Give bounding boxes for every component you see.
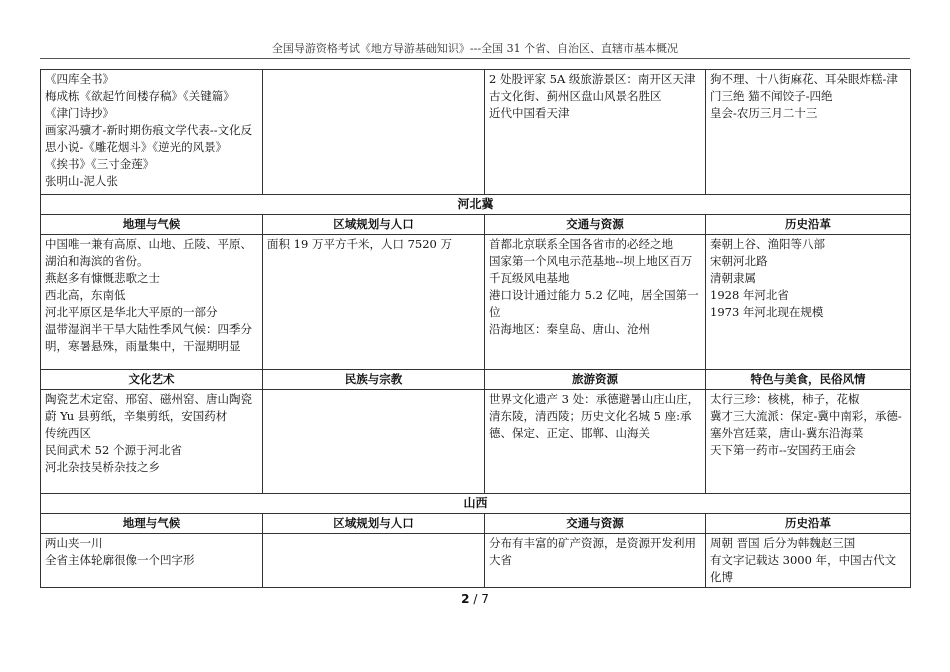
- tianjin-food-cell: [706, 70, 911, 195]
- tianjin-tourism-cell: [485, 70, 706, 195]
- hebei-culture-cell: [41, 390, 263, 494]
- cell-line: 《津门诗抄》: [45, 106, 114, 120]
- shanxi-section-row: [41, 494, 911, 514]
- col-header-history: 历史沿革: [706, 514, 911, 534]
- cell-line: 狗不理、十八街麻花、耳朵眼炸糕-津门三绝 猫不闻饺子-四绝: [710, 72, 898, 103]
- cell-line: 宋朝河北路: [710, 254, 768, 268]
- hebei-section-title: 河北冀: [41, 195, 911, 215]
- shanxi-region-cell: [263, 534, 485, 588]
- cell-line: 沿海地区：秦皇岛、唐山、沧州: [489, 322, 650, 336]
- shanxi-transport-cell: [485, 534, 706, 588]
- cell-line: 河北杂技吴桥杂技之乡: [45, 460, 160, 474]
- cell-line: 河北平原区是华北大平原的一部分: [45, 305, 218, 319]
- cell-line: 2 处股评家 5A 级旅游景区：南开区天津古文化街、蓟州区盘山风景名胜区: [489, 72, 696, 103]
- page-current: 2: [461, 592, 470, 606]
- col-header-transport: 交通与资源: [485, 514, 706, 534]
- cell-line: 天下第一药市--安国药王庙会: [710, 443, 856, 457]
- cell-line: 张明山-泥人张: [45, 174, 118, 188]
- hebei-content-row-1: [41, 235, 911, 370]
- hebei-section-row: [41, 195, 911, 215]
- cell-line: 两山夹一川: [45, 536, 103, 550]
- hebei-transport-cell: [485, 235, 706, 370]
- hebei-religion-cell: [263, 390, 485, 494]
- col-header-culture: 文化艺术: [41, 370, 263, 390]
- cell-line: 冀才三大流派：保定-冀中南彩，承德-塞外宫廷菜，唐山-冀东沿海菜: [710, 409, 902, 440]
- cell-line: 传统西区: [45, 426, 91, 440]
- col-header-tourism: 旅游资源: [485, 370, 706, 390]
- cell-line: 首都北京联系全国各省市的必经之地: [489, 237, 673, 251]
- tianjin-culture-cell: [41, 70, 263, 195]
- cell-line: 面积 19 万平方千米，人口 7520 万: [267, 237, 453, 251]
- tianjin-religion-cell: [263, 70, 485, 195]
- tianjin-continued-row: [41, 70, 911, 195]
- shanxi-section-title: 山西: [41, 494, 911, 514]
- cell-line: 周朝 晋国 后分为韩魏赵三国: [710, 536, 856, 550]
- cell-line: 1973 年河北现在规模: [710, 305, 824, 319]
- cell-line: 近代中国看天津: [489, 106, 570, 120]
- cell-line: 温带湿润半干旱大陆性季风气候：四季分明，寒暑悬殊，雨量集中，干湿期明显: [45, 322, 252, 353]
- cell-line: 太行三珍：核桃，柿子，花椒: [710, 392, 860, 406]
- page-total: 7: [481, 592, 489, 606]
- cell-line: 蔚 Yu 县剪纸，辛集剪纸，安国药材: [45, 409, 228, 423]
- cell-line: 分布有丰富的矿产资源，是资源开发利用大省: [489, 536, 696, 567]
- col-header-religion: 民族与宗教: [263, 370, 485, 390]
- shanxi-history-cell: [706, 534, 911, 588]
- cell-line: 1928 年河北省: [710, 288, 789, 302]
- cell-line: 梅成栋《欲起竹间楼存稿》《关键篇》: [45, 89, 235, 103]
- hebei-header-row-1: [41, 215, 911, 235]
- header-divider: [40, 58, 910, 59]
- shanxi-content-row-1: [41, 534, 911, 588]
- cell-line: 西北高，东南低: [45, 288, 126, 302]
- hebei-content-row-2: [41, 390, 911, 494]
- cell-line: 全省主体轮廓很像一个凹字形: [45, 553, 195, 567]
- cell-line: 秦朝上谷、渔阳等八部: [710, 237, 825, 251]
- cell-line: 《四库全书》: [45, 72, 114, 86]
- cell-line: 民间武术 52 个源于河北省: [45, 443, 182, 457]
- hebei-food-cell: [706, 390, 911, 494]
- col-header-transport: 交通与资源: [485, 215, 706, 235]
- cell-line: 皇会-农历三月二十三: [710, 106, 818, 120]
- province-table: [40, 69, 911, 588]
- col-header-geography: 地理与气候: [41, 514, 263, 534]
- col-header-region: 区域规划与人口: [263, 215, 485, 235]
- hebei-region-cell: [263, 235, 485, 370]
- cell-line: 国家第一个风电示范基地--坝上地区百万千瓦级风电基地: [489, 254, 693, 285]
- cell-line: 《挨书》《三寸金莲》: [45, 157, 155, 171]
- cell-line: 有文字记载达 3000 年，中国古代文化博: [710, 553, 897, 584]
- col-header-region: 区域规划与人口: [263, 514, 485, 534]
- document-header: 全国导游资格考试《地方导游基础知识》---全国 31 个省、自治区、直辖市基本概况: [271, 42, 679, 55]
- col-header-geography: 地理与气候: [41, 215, 263, 235]
- cell-line: 燕赵多有慷慨悲歌之士: [45, 271, 160, 285]
- cell-line: 陶瓷艺术定窑、邢窑、磁州窑、唐山陶瓷: [45, 392, 252, 406]
- cell-line: 中国唯一兼有高原、山地、丘陵、平原、湖泊和海滨的省份。: [45, 237, 252, 268]
- col-header-history: 历史沿革: [706, 215, 911, 235]
- hebei-history-cell: [706, 235, 911, 370]
- cell-line: 清朝隶属: [710, 271, 756, 285]
- page-separator: /: [469, 592, 482, 606]
- hebei-header-row-2: [41, 370, 911, 390]
- page-number: [0, 592, 950, 606]
- shanxi-header-row-1: [41, 514, 911, 534]
- hebei-tourism-cell: [485, 390, 706, 494]
- cell-line: 世界文化遗产 3 处：承德避暑山庄山庄，清东陵，清西陵；历史文化名城 5 座:承德、保定、正定、邯郸、山海关: [489, 392, 700, 440]
- col-header-food: 特色与美食，民俗风情: [706, 370, 911, 390]
- cell-line: 画家冯骥才-新时期伤痕文学代表--文化反思小说-《雕花烟斗》《逆光的风景》: [45, 123, 253, 154]
- hebei-geography-cell: [41, 235, 263, 370]
- shanxi-geography-cell: [41, 534, 263, 588]
- cell-line: 港口设计通过能力 5.2 亿吨，居全国第一位: [489, 288, 699, 319]
